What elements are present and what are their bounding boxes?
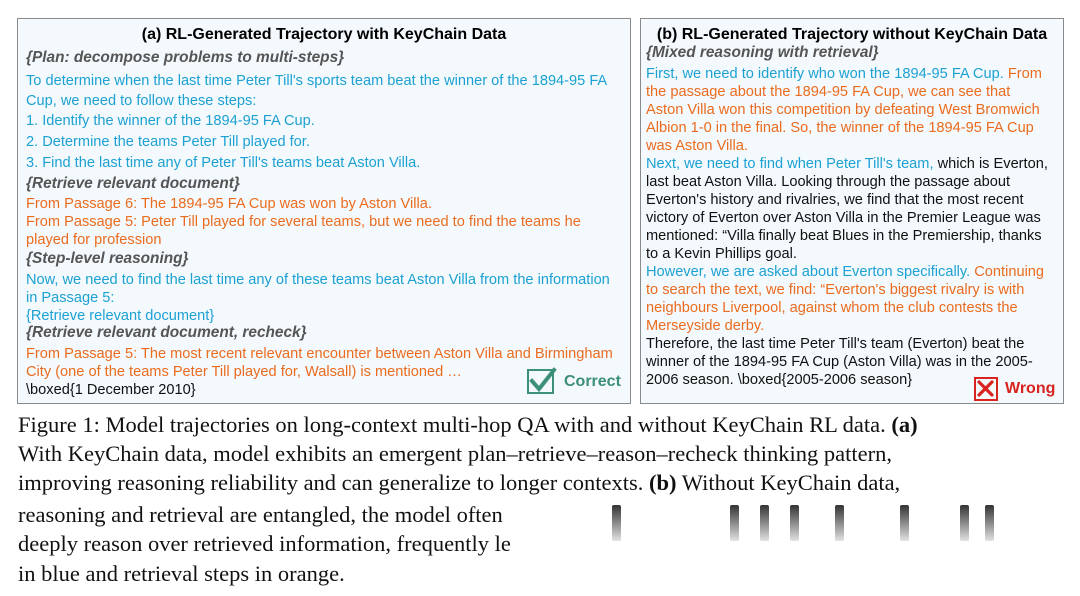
trajectory-line: {Retrieve relevant document}	[26, 308, 215, 324]
step-reasoning-heading: {Step-level reasoning}	[26, 250, 189, 267]
panel-b-title: (b) RL-Generated Trajectory without KeyChain Data	[656, 26, 1048, 43]
trajectory-line: last beat Aston Villa. Looking through the passage about	[646, 174, 1011, 190]
boxed-answer: \boxed{1 December 2010}	[26, 382, 196, 398]
correct-label: Correct	[564, 372, 621, 390]
overlay-mark	[960, 505, 969, 541]
reasoning-span: However, we are asked about Everton specifically.	[646, 264, 971, 280]
panel-a-title: (a) RL-Generated Trajectory with KeyChain Data	[141, 26, 507, 43]
overlay-mark	[612, 505, 621, 541]
trajectory-line: Therefore, the last time Peter Till's team (Everton) beat the	[646, 336, 1025, 352]
overlay-mark	[730, 505, 739, 541]
trajectory-line: Now, we need to find the last time any of these teams beat Aston Villa from the information	[26, 272, 610, 288]
plan-heading: {Plan: decompose problems to multi-steps}	[26, 49, 345, 66]
trajectory-line: From Passage 6: The 1894-95 FA Cup was won by Aston Villa.	[26, 196, 432, 212]
overlay-mark	[790, 505, 799, 541]
trajectory-line	[646, 263, 1044, 281]
trajectory-line: City (one of the teams Peter Till played for, Walsall) is mentioned …	[26, 364, 462, 380]
trajectory-line	[646, 155, 1048, 173]
trajectory-line: Aston Villa won this competition by defeating West Bromwich	[646, 102, 1040, 118]
trajectory-line: victory of Everton over Aston Villa in the Premier League was	[646, 210, 1041, 226]
caption-line-5: deeply reason over retrieved information, frequently le	[18, 531, 511, 556]
correct-badge	[527, 369, 621, 394]
trajectory-line: was Aston Villa.	[646, 138, 748, 154]
caption-line-4: reasoning and retrieval are entangled, the model often	[18, 502, 503, 527]
check-icon	[527, 369, 554, 394]
reasoning-span: First, we need to identify who won the 1894-95 FA Cup.	[646, 66, 1004, 82]
trajectory-line: Cup, we need to follow these steps:	[26, 93, 257, 109]
panel-without-keychain	[640, 18, 1064, 404]
trajectory-line: From Passage 5: Peter Till played for several teams, but we need to find the teams he	[26, 214, 581, 230]
retrieve-heading: {Retrieve relevant document}	[26, 175, 240, 192]
trajectory-line: neighbours Liverpool, against whom the club contests the	[646, 300, 1018, 316]
trajectory-line: played for profession	[26, 232, 162, 248]
trajectory-line: 2. Determine the teams Peter Till played for.	[26, 134, 310, 150]
caption-line-2: With KeyChain data, model exhibits an emergent plan–retrieve–reason–recheck thinking pattern,	[18, 441, 893, 466]
reasoning-span: Next, we need to find when Peter Till's team,	[646, 156, 934, 172]
trajectory-line: Everton's history and rivalries, we find that the most recent	[646, 192, 1024, 208]
plain-span: which is Everton,	[937, 156, 1048, 172]
trajectory-line: the passage about the 1894-95 FA Cup, we can see that	[646, 84, 1011, 100]
wrong-badge	[974, 377, 1055, 401]
caption-line-1	[18, 411, 918, 439]
overlay-mark	[985, 505, 994, 541]
trajectory-line: Merseyside derby.	[646, 318, 765, 334]
trajectory-line: 3. Find the last time any of Peter Till's teams beat Aston Villa.	[26, 155, 421, 171]
overlay-mark	[760, 505, 769, 541]
trajectory-line: To determine when the last time Peter Till's sports team beat the winner of the 1894-95 FA	[26, 73, 608, 89]
panel-with-keychain	[17, 18, 631, 404]
caption-text: improving reasoning reliability and can generalize to longer contexts.	[18, 470, 644, 495]
caption-text: Figure 1: Model trajectories on long-context multi-hop QA with and without KeyChain RL data.	[18, 412, 886, 437]
wrong-label: Wrong	[1005, 380, 1056, 397]
trajectory-line: 2006 season. \boxed{2005-2006 season}	[646, 372, 913, 388]
overlay-mark	[900, 505, 909, 541]
caption-line-6: in blue and retrieval steps in orange.	[18, 561, 345, 586]
retrieval-span: Continuing	[974, 264, 1045, 280]
mixed-heading: {Mixed reasoning with retrieval}	[646, 44, 879, 61]
caption-line-3	[18, 469, 900, 497]
trajectory-line: winner of the 1894-95 FA Cup (Aston Villa) was in the 2005-	[646, 354, 1033, 370]
caption-ref-b: (b)	[649, 470, 677, 495]
trajectory-line: to search the text, we find: “Everton's biggest rivalry is with	[646, 282, 1025, 298]
trajectory-line: in Passage 5:	[26, 290, 115, 306]
caption-ref-a: (a)	[891, 412, 918, 437]
retrieval-span: From	[1007, 66, 1042, 82]
trajectory-line	[646, 65, 1042, 83]
trajectory-line: 1. Identify the winner of the 1894-95 FA Cup.	[26, 113, 315, 129]
x-icon	[974, 377, 998, 401]
trajectory-line: to a Kevin Phillips goal.	[646, 246, 797, 262]
caption-text: Without KeyChain data,	[681, 470, 901, 495]
trajectory-line: Albion 1-0 in the final. So, the winner of the 1894-95 FA Cup	[646, 120, 1034, 136]
trajectory-line: From Passage 5: The most recent relevant encounter between Aston Villa and Birmingham	[26, 346, 613, 362]
trajectory-line: mentioned: “Villa finally beat Blues in the Premiership, thanks	[646, 228, 1042, 244]
recheck-heading: {Retrieve relevant document, recheck}	[26, 324, 307, 341]
overlay-mark	[835, 505, 844, 541]
